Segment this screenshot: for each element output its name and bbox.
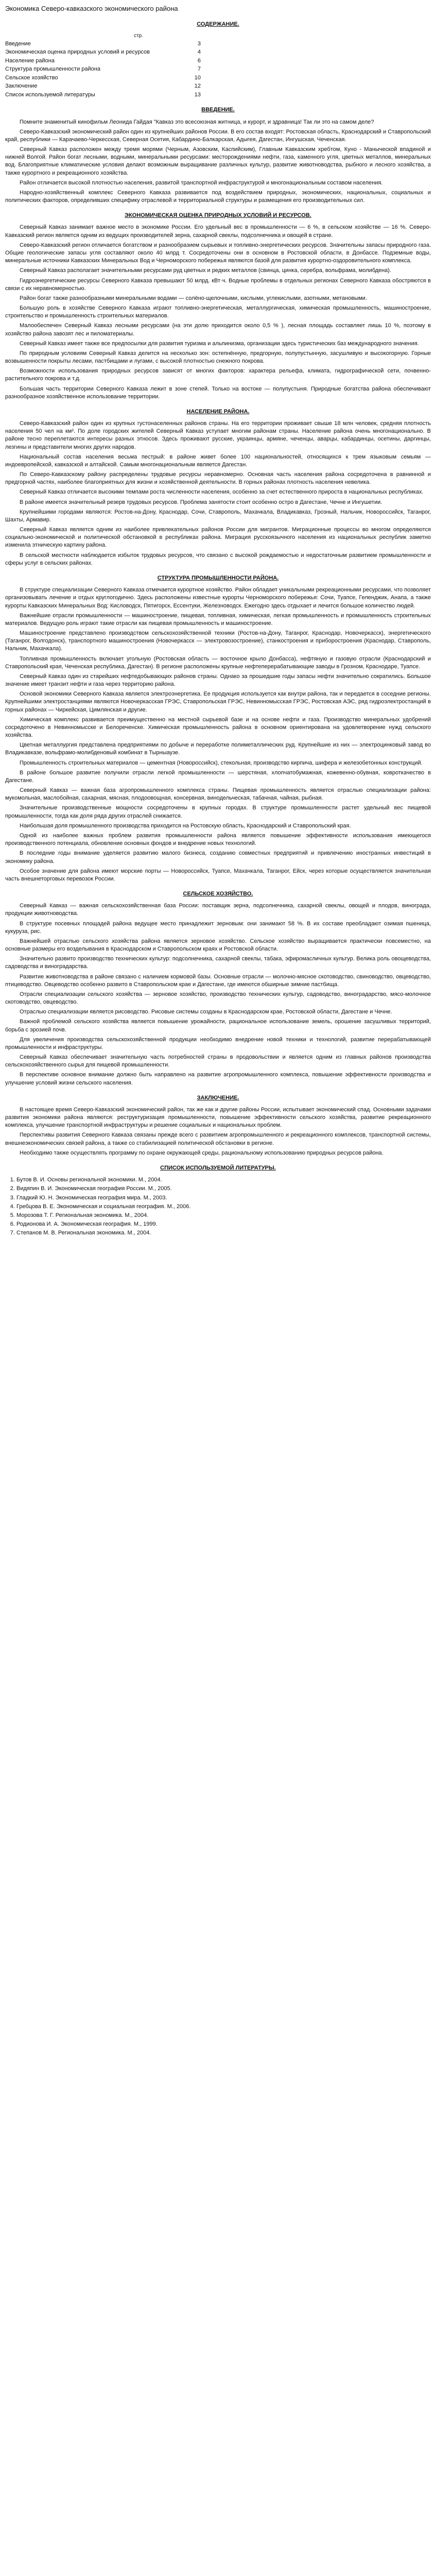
bibliography-item: 1. Бутов В. И. Основы региональной экономики. М., 2004. [16,1176,431,1184]
bibliography-item: 4. Гребцова В. Е. Экономическая и социальная география. М., 2006. [16,1203,431,1211]
toc-item [5,74,201,82]
toc-item-label: Список используемой литературы [5,91,95,98]
body-paragraph: Северный Кавказ обеспечивает значительную часть потребностей страны в продовольствии и является одним из главных районов производства сельскохозяйственного сырья для пищевой промышленности. [5,1054,431,1069]
body-paragraph: По природным условиям Северный Кавказ делится на несколько зон: остепнённую, предгорную, полупустынную, засушливую и высокогорную. Горные возвышенности покрыты лесами, пастбищами и лугами, с высокой плотностью снежного покрова. [5,350,431,365]
body-paragraph: Северный Кавказ занимает важное место в экономике России. Его удельный вес в промышленности — 6 %, в сельском хозяйстве — 16 %. Северо-Кавказский регион является одним из ведущих производителей зерна, сахарной свеклы, подсолнечника и овощей в стране. [5,224,431,239]
body-paragraph: В сельской местности наблюдается избыток трудовых ресурсов, что связано с высокой рождаемостью и недостаточным развитием промышленности и сферы услуг в сельских районах. [5,552,431,566]
body-paragraph: Цветная металлургия представлена предприятиями по добыче и переработке полиметаллических руд. Крупнейшие из них — электроцинковый завод во Владикавказе, вольфрамо-молибденовый комбинат в Тырныаузе. [5,742,431,756]
bibliography-item: 7. Степанов М. В. Региональная экономика. М., 2004. [16,1229,431,1237]
toc-item [5,40,201,48]
toc-page-label: стр. [134,33,143,39]
body-paragraph: Большая часть территории Северного Кавказа лежит в зоне степей. Только на востоке — полупустыня. Природные богатства района обеспечивают разнообразное хозяйственное использование территории. [5,385,431,400]
body-paragraph: Национальный состав населения весьма пестрый: в районе живет более 100 национальностей, относящихся к трем языковым семьям — индоевропейской, кавказской и алтайской. Самым многонациональным является Дагестан. [5,453,431,468]
document-title: Экономика Северо-кавказского экономического района [5,5,178,12]
body-paragraph: Район отличается высокой плотностью населения, развитой транспортной инфраструктурой и многонациональным составом населения. [20,179,383,186]
body-paragraph: Северо-Кавказский экономический район один из крупнейших районов России. В его состав входят: Ростовская область, Краснодарский и Ставропольский край, республики — Карачаево-Черкесская, Северная Осетия, Кабардино-Балкарская, Адыгея, Дагестан, Ингушская, Чеченская. [5,128,431,143]
body-paragraph: Крупнейшими городами являются: Ростов-на-Дону, Краснодар, Сочи, Ставрополь, Махачкала, Владикавказ, Грозный, Нальчик, Новороссийск, Таганрог, Шахты, Армавир. [5,509,431,523]
toc-item-label: Структура промышленности района [5,66,100,73]
document-section [5,106,431,205]
section-heading: НАСЕЛЕНИЕ РАЙОНА. [186,408,250,415]
body-paragraph: Перспективы развития Северного Кавказа связаны прежде всего с развитием агропромышленного и рекреационного комплексов, транспортной системы, внешнеэкономических связей района, а также со стабилизацией политической обстановки в регионе. [5,1132,431,1146]
bibliography-item: 3. Гладкий Ю. Н. Экономическая география мира. М., 2003. [16,1194,431,1202]
body-paragraph: Промышленность строительных материалов — цементная (Новороссийск), стекольная, производство кирпича, шифера и железобетонных конструкций. [20,759,423,766]
body-paragraph: В районе имеется значительный резерв трудовых ресурсов. Проблема занятости стоит особенно остро в Дагестане, Чечне и Ингушетии. [20,499,382,505]
body-paragraph: В перспективе основное внимание должно быть направлено на развитие агропромышленного комплекса, повышение эффективности производства и улучшение условий жизни сельского населения. [5,1072,431,1086]
body-paragraph: Машиностроение представлено производством сельскохозяйственной техники (Ростов-на-Дону, Таганрог, Краснодар, Новочеркасск), энергетического (Таганрог, Волгодонск), транспортного машиностроения (Новочеркасск — электровозостроение), станкостроения и приборостроения (Краснодар, Ставрополь, Нальчик, Махачкала). [5,630,431,652]
body-paragraph: Одной из наиболее важных проблем развития промышленности района является повышение эффективности использования имеющегося производственного потенциала, обновление основных фондов и внедрение новых технологий. [5,832,431,847]
document-section [5,574,431,883]
table-of-contents [5,32,201,99]
document-section [5,408,431,567]
section-heading: СТРУКТУРА ПРОМЫШЛЕННОСТИ РАЙОНА. [157,575,279,581]
toc-item [5,91,201,99]
body-paragraph: Особое значение для района имеют морские порты — Новороссийск, Туапсе, Махачкала, Таганрог, Ейск, через которые осуществляется значительная часть внешнеторговых перевозок России. [5,868,431,882]
body-paragraph: Основой экономики Северного Кавказа является электроэнергетика. Ее продукция используется как внутри района, так и передается в соседние регионы. Крупнейшими электростанциями являются Новочеркасская ГРЭС, Ставропольская ГРЭС, Невинномысская ГРЭС, Ростовская АЭС, ряд гидроэлектростанций в горных районах — Чиркейская, Цимлянская и другие. [5,691,431,713]
body-paragraph: Северо-Кавказский регион отличается богатством и разнообразием сырьевых и топливно-энергетических ресурсов. Значительны запасы природного газа. Общие геологические запасы угля составляют около 40 млрд т. Сосредоточены они в основном в Ростовской области, в Донбассе. Подземные воды, минеральные источники Кавказских Минеральных Вод и Черноморского побережья являются базой для развития курортно-оздоровительного комплекса. [5,242,431,264]
body-paragraph: Северный Кавказ располагает значительными ресурсами руд цветных и редких металлов (свинца, цинка, серебра, вольфрама, молибдена). [20,267,392,274]
body-paragraph: В последние годы внимание уделяется развитию малого бизнеса, созданию совместных предприятий и привлечению иностранных инвестиций в экономику района. [5,850,431,865]
body-paragraph: Район богат также разнообразными минеральными водами — солёно-щелочными, кислыми, углекислыми, азотными, метановыми. [20,295,367,301]
toc-item [5,65,201,74]
body-paragraph: Северный Кавказ имеет также все предпосылки для развития туризма и альпинизма, организации здесь туристических баз международного значения. [20,340,419,347]
document-section [5,1164,431,1172]
section-heading: ВВЕДЕНИЕ. [201,107,235,113]
document-section [5,212,431,401]
body-paragraph: Необходимо также осуществлять программу по охране окружающей среды, рациональному использованию природных ресурсов района. [20,1149,383,1156]
bibliography-list [5,1176,431,1237]
body-paragraph: Северный Кавказ — важная сельскохозяйственная база России: поставщик зерна, подсолнечника, сахарной свеклы, овощей и плодов, винограда, продукции животноводства. [5,903,431,917]
body-paragraph: Важнейшей отраслью сельского хозяйства района является зерновое хозяйство. Сельское хозяйство выращивается практически повсеместно, на основные размеры его возделывания в Краснодарском и Ставропольском краях и Ростовской области. [5,938,431,953]
toc-item-label: Сельское хозяйство [5,74,58,81]
toc-item-page: 6 [197,57,201,64]
section-heading: СЕЛЬСКОЕ ХОЗЯЙСТВО. [183,891,253,897]
section-heading: ЗАКЛЮЧЕНИЕ. [197,1094,239,1101]
body-paragraph: Значительно развито производство технических культур: подсолнечника, сахарной свеклы, табака, эфиромасличных культур. Велика роль овощеводства, садоводства и виноградарства. [5,956,431,970]
body-paragraph: Важной проблемой сельского хозяйства является повышение урожайности, рациональное использование земель, орошение засушливых территорий, борьба с эрозией почв. [5,1019,431,1033]
toc-item [5,57,201,65]
body-paragraph: В структуре специализации Северного Кавказа отмечается курортное хозяйство. Район обладает уникальными рекреационными ресурсами, что позволяет организовывать лечение и отдых круглогодично. Здесь расположены известные курорты Черноморского побережья: Сочи, Туапсе, Геленджик, Анапа, а также курорты Кавказских Минеральных Вод: Кисловодск, Пятигорск, Ессентуки, Железноводск. Ежегодно здесь отдыхает и лечится большое количество людей. [5,587,431,609]
toc-item [5,82,201,91]
section-heading: ЭКОНОМИЧЕСКАЯ ОЦЕНКА ПРИРОДНЫХ УСЛОВИЙ И РЕСУРСОВ. [125,212,311,219]
body-paragraph: Большую роль в хозяйстве Северного Кавказа играют топливно-энергетическая, металлургическая, химическая промышленность, машиностроение, строительство и промышленность строительных материалов. [5,305,431,319]
body-paragraph: В районе большое развитие получили отрасли легкой промышленности — шерстяная, хлопчатобумажная, кожевенно-обувная, ковроткачество в Дагестане. [5,769,431,784]
body-paragraph: Северный Кавказ — важная база агропромышленного комплекса страны. Пищевая промышленность является отраслью специализации района: мукомольная, маслобойная, сахарная, мясная, плодоовощная, консервная, винодельческая, табачная, чайная, рыбная. [5,787,431,802]
toc-item-page: 4 [197,49,201,56]
body-paragraph: Помните знаменитый кинофильм Леонида Гайдая "Кавказ это всесоюзная житница, и курорт, и здравница! Так ли это на самом деле? [20,118,374,125]
body-paragraph: Отраслью специализации является рисоводство. Рисовые системы созданы в Краснодарском крае, Ростовской области, Дагестане и Чечне. [20,1009,392,1015]
body-paragraph: Гидроэнергетические ресурсы Северного Кавказа превышают 50 млрд. кВт·ч. Водные проблемы в отдельных регионах Северного Кавказа обостряются в связи с их неравномерностью. [5,277,431,292]
bibliography-item: 6. Родионова И. А. Экономическая география. М., 1999. [16,1221,431,1228]
toc-item-page: 10 [194,74,201,81]
body-paragraph: Для увеличения производства сельскохозяйственной продукции необходимо внедрение новой техники и технологий, развитие перерабатывающей промышленности и инфраструктуры. [5,1036,431,1050]
body-paragraph: Северный Кавказ один из старейших нефтедобывающих районов страны. Однако за прошедшие годы запасы нефти значительно сократились. Большое значение имеет транзит нефти и газа через территорию района. [5,673,431,688]
toc-heading: СОДЕРЖАНИЕ. [197,21,239,27]
bibliography-item: 2. Видяпин В. И. Экономическая география России. М., 2005. [16,1185,431,1193]
body-paragraph: Народно-хозяйственный комплекс Северного Кавказа развивается под воздействием природных, экономических, национальных, социальных и политических факторов, определивших специфику отраслевой и территориальной структуры и размещения его производительных сил. [5,189,431,204]
body-paragraph: Топливная промышленность включает угольную (Ростовская область — восточное крыло Донбасса), нефтяную и газовую отрасли (Краснодарский и Ставропольский края, Чеченская республика, Дагестан). В регионе расположены крупные нефтеперерабатывающие заводы в Грозном, Краснодаре, Туапсе. [5,655,431,670]
toc-item-page: 12 [194,83,201,90]
toc-item-label: Введение [5,40,31,47]
body-paragraph: Отрасли специализации сельского хозяйства — зерновое хозяйство, производство технических культур, садоводство, виноградарство, мясо-молочное скотоводство, овцеводство. [5,991,431,1006]
toc-item-label: Экономическая оценка природных условий и ресурсов [5,49,150,56]
toc-item-page: 7 [197,66,201,73]
body-paragraph: В структуре посевных площадей района ведущее место принадлежит зерновым: они занимают 58 %. В их составе преобладают озимая пшеница, кукуруза, рис. [5,920,431,935]
body-paragraph: Развитие животноводства в районе связано с наличием кормовой базы. Основные отрасли — молочно-мясное скотоводство, свиноводство, овцеводство, птицеводство. Овцеводство особенно развито в Ставропольском крае и Дагестане, где имеются обширные зимние пастбища. [5,973,431,988]
toc-item [5,48,201,57]
document-body [5,106,431,1172]
document-section [5,890,431,1087]
body-paragraph: Малообеспечен Северный Кавказ лесными ресурсами (на эти долю приходится около 0,5 % ), лесная площадь составляет лишь 10 %, поэтому в хозяйство района завозят лес и пиломатериалы. [5,323,431,337]
body-paragraph: Значительные производственные мощности сосредоточены в крупных городах. В структуре промышленности растет удельный вес пищевой промышленности, тогда как доля ряда других отраслей снижается. [5,805,431,819]
toc-list [5,40,201,99]
body-paragraph: Возможности использования природных ресурсов зависят от многих факторов: характера рельефа, климата, гидрографической сети, почвенно-растительного покрова и т.д. [5,368,431,382]
body-paragraph: Важнейшие отрасли промышленности — машиностроение, пищевая, топливная, химическая, легкая промышленность и промышленность строительных материалов. Ведущую роль играют такие отрасли как пищевая промышленность и машиностроение. [5,612,431,626]
body-paragraph: Северо-Кавказский район один из крупных густонаселенных районов страны. На его территории проживает свыше 18 млн человек, средняя плотность населения 50 чел на км². По доле городских жителей Северный Кавказ уступает многим районам страны. Население района очень многонационально. В районе тесно переплетаются интересы разных этносов. Здесь проживают русские, украинцы, армяне, чеченцы, аварцы, кабардинцы, осетины, даргинцы, лезгины и представители многих других народов. [5,420,431,450]
body-paragraph: Северный Кавказ отличается высокими темпами роста численности населения, особенно за счет естественного прироста в национальных республиках. [20,489,424,496]
body-paragraph: По Северо-Кавказскому району распределены трудовые ресурсы неравномерно. Основная часть населения района сосредоточена в равнинной и предгорной частях, наиболее благоприятных для жизни и хозяйственной деятельности. В горных районах плотность населения невелика. [5,471,431,486]
body-paragraph: Северный Кавказ является одним из наиболее привлекательных районов России для мигрантов. Миграционные процессы во многом определяются социально-экономической и политической обстановкой в республиках района. Миграция русскоязычного населения из национальных республик заметно изменила этническую картину района. [5,527,431,549]
toc-item-label: Население района [5,57,55,64]
toc-item-page: 13 [194,91,201,98]
body-paragraph: В настоящее время Северо-Кавказский экономический район, так же как и другие районы России, испытывает экономический спад. Основными задачами развития экономики района являются: реструктуризация промышленности, повышение эффективности сельского хозяйства, развитие рекреационного комплекса, улучшение транспортной инфраструктуры и решение социальных и национальных проблем. [5,1106,431,1129]
document-section [5,1094,431,1157]
document-page [0,0,436,1248]
section-heading: СПИСОК ИСПОЛЬЗУЕМОЙ ЛИТЕРАТУРЫ. [160,1165,276,1171]
toc-item-label: Заключение [5,83,38,90]
bibliography-item: 5. Морозова Т. Г. Региональная экономика. М., 2004. [16,1212,431,1219]
body-paragraph: Наибольшая доля промышленного производства приходится на Ростовскую область, Краснодарский и Ставропольский края. [20,822,351,829]
body-paragraph: Северный Кавказ расположен между тремя морями (Черным, Азовским, Каспийским), Главным Кавказским хребтом, Куно - Маныческой впадиной и нижней Волгой. Район богат лесными, водными, минеральными ресурсами: месторождениями нефти, газа, каменного угля, цветных металлов, минеральных вод. Благоприятные климатические условия делают возможным выращивание различных культур, развитие животноводства, рыбного и лесного хозяйства, а также курортного и рекреационного хозяйства. [5,146,431,176]
body-paragraph: Химическая комплекс развивается преимущественно на местной сырьевой базе и на основе нефти и газа. Производство минеральных удобрений сосредоточено в Невинномысске и Белореченске. Химическая промышленность района в основном ориентирована на удовлетворение нужд сельского хозяйства. [5,716,431,739]
toc-item-page: 3 [197,40,201,47]
